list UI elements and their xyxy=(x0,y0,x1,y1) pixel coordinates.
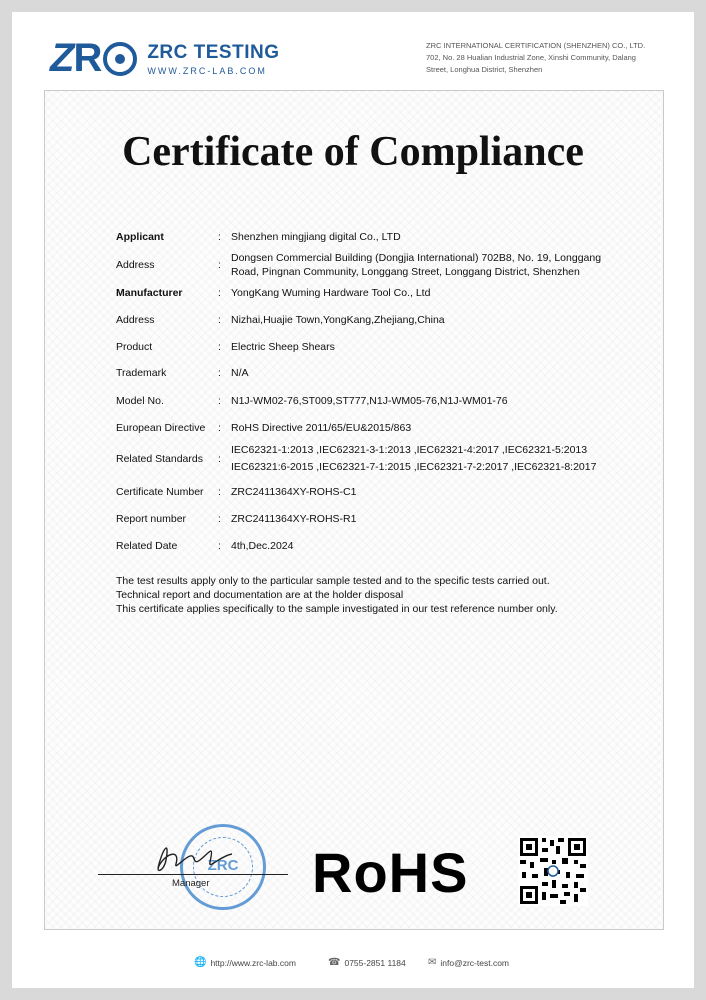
logo-title: ZRC TESTING xyxy=(147,41,280,63)
field-value: Shenzhen mingjiang digital Co., LTD xyxy=(231,231,401,243)
stamp-text: ZRC xyxy=(207,857,239,874)
logo-letter-z: Z xyxy=(50,36,74,80)
rohs-mark: RoHS xyxy=(312,841,469,904)
field-colon: : xyxy=(218,486,221,498)
field-label: Address xyxy=(116,259,155,271)
logo-circle-icon xyxy=(103,42,137,76)
field-value: ZRC2411364XY-ROHS-R1 xyxy=(231,513,357,525)
signature-line xyxy=(98,874,288,875)
footer-email-text[interactable]: info@zrc-test.com xyxy=(440,957,510,968)
field-colon: : xyxy=(218,513,221,525)
field-label: Trademark xyxy=(116,367,167,379)
field-colon: : xyxy=(218,231,221,243)
note-line: The test results apply only to the particular sample tested and to the specific tests carried out. xyxy=(116,575,550,587)
field-label: Related Standards xyxy=(116,453,203,465)
logo-letter-r: R xyxy=(73,36,102,80)
note-line: Technical report and documentation are at the holder disposal xyxy=(116,589,404,601)
field-label: Address xyxy=(116,314,155,326)
field-label: Applicant xyxy=(116,231,164,243)
field-value: ZRC2411364XY-ROHS-C1 xyxy=(231,486,357,498)
field-colon: : xyxy=(218,422,221,434)
field-value xyxy=(231,251,621,279)
field-value: N1J-WM02-76,ST009,ST777,N1J-WM05-76,N1J-WM01-76 xyxy=(231,395,508,407)
company-address-line1: 702, No. 28 Hualian Industrial Zone, Xinshi Community, Dalang xyxy=(426,53,636,62)
footer-phone xyxy=(328,957,406,968)
field-value-line2: IEC62321:6-2015 ,IEC62321-7-1:2015 ,IEC62321-7-2:2017 ,IEC62321-8:2017 xyxy=(231,461,597,473)
footer-email xyxy=(428,957,509,968)
field-colon: : xyxy=(218,287,221,299)
field-value: Nizhai,Huajie Town,YongKang,Zhejiang,China xyxy=(231,314,445,326)
field-colon: : xyxy=(218,367,221,379)
field-colon: : xyxy=(218,314,221,326)
field-label: European Directive xyxy=(116,422,206,434)
field-value: Electric Sheep Shears xyxy=(231,341,335,353)
field-label: Report number xyxy=(116,513,187,525)
content-frame xyxy=(44,90,664,930)
field-colon: : xyxy=(218,540,221,552)
field-colon: : xyxy=(218,259,221,271)
field-label: Model No. xyxy=(116,395,164,407)
certificate-notes xyxy=(116,574,558,616)
footer-website-text[interactable]: http://www.zrc-lab.com xyxy=(210,957,296,968)
company-address-line2: Street, Longhua District, Shenzhen xyxy=(426,65,543,74)
field-value: 4th,Dec.2024 xyxy=(231,540,294,552)
field-value: N/A xyxy=(231,367,249,379)
footer-website xyxy=(194,957,296,968)
field-value xyxy=(231,443,621,474)
manager-label: Manager xyxy=(172,878,210,889)
field-colon: : xyxy=(218,453,221,465)
field-value: YongKang Wuming Hardware Tool Co., Ltd xyxy=(231,287,431,299)
certificate-title: Certificate of Compliance xyxy=(122,129,584,175)
field-label: Manufacturer xyxy=(116,287,183,299)
logo-mark xyxy=(50,36,139,81)
field-value-line2: Road, Pingnan Community, Longgang Street, Longgang District, Shenzhen xyxy=(231,266,580,278)
field-label: Certificate Number xyxy=(116,486,204,498)
logo-url: WWW.ZRC-LAB.COM xyxy=(147,65,267,76)
field-value-line1: Dongsen Commercial Building (Dongjia International) 702B8, No. 19, Longgang xyxy=(231,252,602,264)
mail-icon: ✉ xyxy=(428,957,437,968)
company-info xyxy=(426,40,666,76)
field-colon: : xyxy=(218,341,221,353)
signature-graphic xyxy=(140,830,270,880)
note-line: This certificate applies specifically to the sample investigated in our test reference number only. xyxy=(116,603,558,615)
field-value-line1: IEC62321-1:2013 ,IEC62321-3-1:2013 ,IEC62321-4:2017 ,IEC62321-5:2013 xyxy=(231,444,588,456)
qr-code-icon xyxy=(518,836,588,906)
field-label: Product xyxy=(116,341,153,353)
phone-icon: ☎ xyxy=(328,957,341,968)
globe-icon: 🌐 xyxy=(194,957,207,968)
footer-phone-text: 0755-2851 1184 xyxy=(344,957,406,968)
field-label: Related Date xyxy=(116,540,178,552)
company-name: ZRC INTERNATIONAL CERTIFICATION (SHENZHEN) CO., LTD. xyxy=(426,41,646,50)
zrc-logo xyxy=(50,36,280,81)
field-value: RoHS Directive 2011/65/EU&2015/863 xyxy=(231,422,412,434)
field-colon: : xyxy=(218,395,221,407)
